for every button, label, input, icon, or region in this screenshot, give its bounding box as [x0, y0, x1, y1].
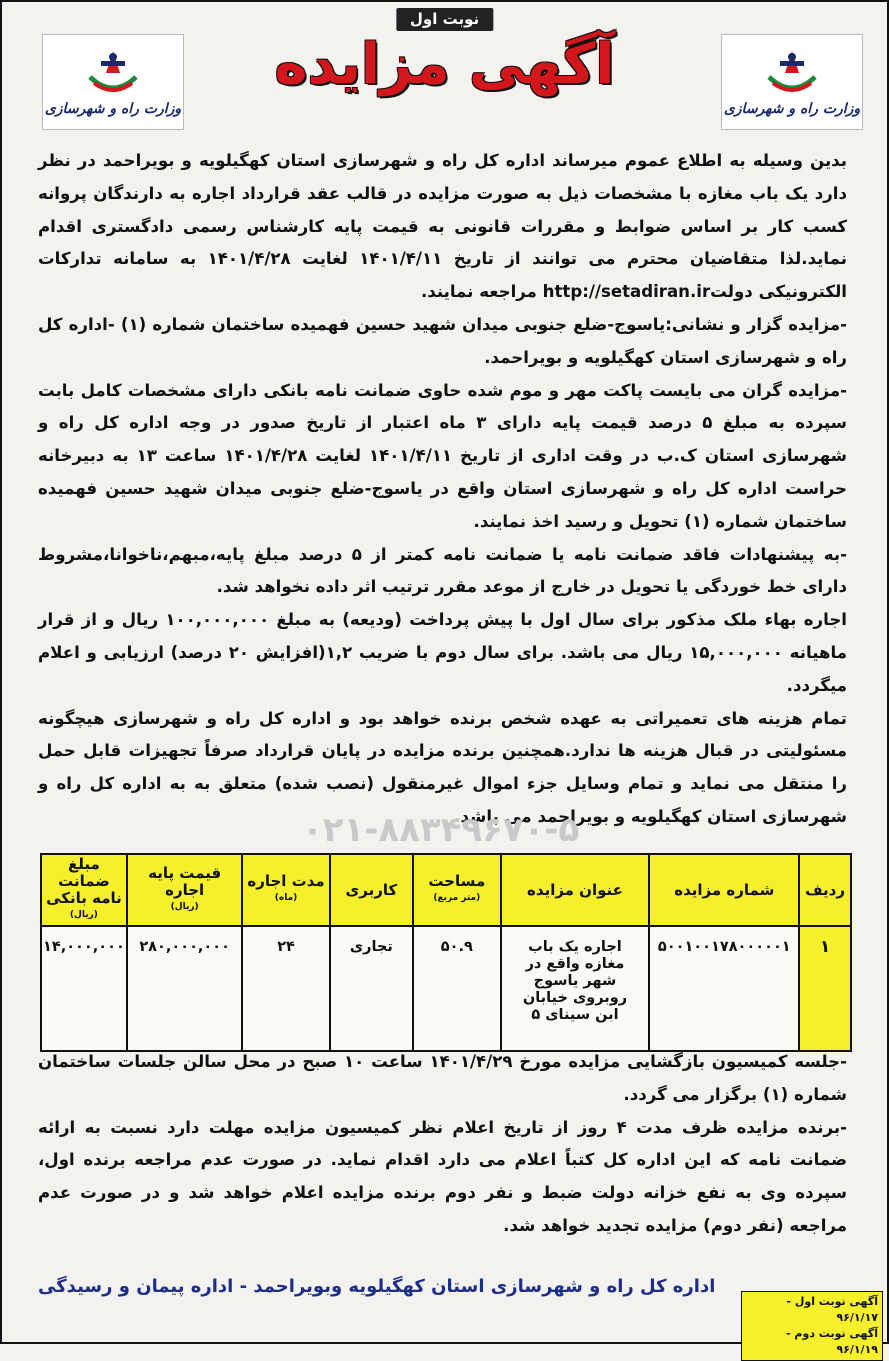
col-number: شماره مزایده	[649, 854, 799, 926]
cell-guarantee: ۱۴,۰۰۰,۰۰۰	[41, 926, 127, 1051]
rejection-paragraph: -به پیشنهادات فاقد ضمانت نامه یا ضمانت نامه کمتر از ۵ درصد مبلغ پایه،مبهم،ناخوانا،مشروط دارای خط خوردگی یا تحویل در خارج از موعد مقرر ترتیب اثر داده نخواهد شد.	[38, 544, 847, 597]
table-header-row	[41, 854, 851, 926]
watermark-phone: ۰۲۱-۸۸۳۴۹۶۷۰-۵	[302, 810, 580, 850]
col-base-price	[127, 854, 243, 926]
ministry-logo-right	[721, 34, 863, 130]
opening-session-paragraph: -جلسه کمیسیون بازگشایی مزایده مورخ ۱۴۰۱/۴/۲۹ ساعت ۱۰ صبح در محل سالن جلسات ساختمان شماره (۱) برگزار می گردد.	[38, 1052, 847, 1104]
cell-duration: ۲۴	[242, 926, 329, 1051]
auctioneer-address: -مزایده گزار و نشانی:یاسوج-ضلع جنوبی میدان شهید حسین فهمیده ساختمان شماره (۱) -اداره کل راه و شهرسازی استان کهگیلویه و بویراحمد.	[38, 314, 848, 367]
table-row	[41, 926, 851, 1051]
date-first: آگهی نوبت اول - ۹۶/۱/۱۷	[786, 1295, 878, 1324]
footer-signature: اداره کل راه و شهرسازی استان کهگیلویه وبویراحمد - اداره پیمان و رسیدگی	[38, 1276, 716, 1297]
col-base-price-unit: (ریال)	[170, 901, 199, 912]
cell-title: اجاره یک باب مغازه واقع در شهر یاسوج روبروی خیابان ابن سینای ۵	[501, 926, 650, 1051]
rent-paragraph: اجاره بهاء ملک مذکور برای سال اول با پیش پرداخت (ودیعه) به مبلغ ۱۰۰,۰۰۰,۰۰۰ ریال و از قرار ماهیانه ۱۵,۰۰۰,۰۰۰ ریال می باشد. برای سال دوم با ضریب ۱,۲(افزایش ۲۰ درصد) ارزیابی و اعلام میگردد.	[38, 610, 847, 695]
col-base-price-label: قیمت پایه اجاره	[148, 863, 222, 899]
logo-caption: وزارت راه و شهرسازی	[44, 101, 182, 117]
repairs-paragraph: تمام هزینه های تعمیراتی به عهده شخص برنده خواهد بود و اداره کل راه و شهرسازی هیچگونه مسئولیتی در قبال هزینه ها ندارد.همچنین برنده مزایده در پایان قرارداد صرفاً تجهیزات قابل حمل را منتقل می نماید و تمام وسایل جزء اموال غیرمنقول (نصب شده) متعلق به به اداره کل راه و شهرسازی استان کهگیلویه و بویراحمد می باشد.	[38, 708, 847, 826]
logo-caption: وزارت راه و شهرسازی	[723, 101, 861, 117]
col-area-unit: (متر مربع)	[433, 893, 481, 903]
col-title: عنوان مزایده	[501, 854, 650, 926]
cell-usage: تجاری	[330, 926, 413, 1051]
round-badge: نوبت اول	[396, 8, 493, 31]
col-area	[413, 854, 500, 926]
cell-base-price: ۲۸۰,۰۰۰,۰۰۰	[127, 926, 243, 1051]
cell-area: ۵۰.۹	[413, 926, 500, 1051]
col-usage: کاربری	[330, 854, 413, 926]
deposit-paragraph: -مزایده گران می بایست پاکت مهر و موم شده حاوی ضمانت نامه بانکی دارای مشخصات کامل بابت سپرده به مبلغ ۵ درصد قیمت پایه دارای ۳ ماه اعتبار از تاریخ صدور در وجه اداره کل راه و شهرسازی استان ک.ب در وقت اداری از تاریخ ۱۴۰۱/۴/۱۱ لغایت ۱۴۰۱/۴/۲۸ ساعت ۱۳ به دبیرخانه حراست اداره کل راه و شهرسازی استان واقع در یاسوج-ضلع جنوبی میدان شهید حسین فهمیده ساختمان شماره (۱) تحویل و رسید اخذ نمایند.	[38, 380, 847, 531]
col-row: ردیف	[799, 854, 851, 926]
auction-table	[40, 853, 852, 1052]
col-duration	[242, 854, 329, 926]
date-second: آگهی نوبت دوم - ۹۶/۱/۱۹	[786, 1327, 878, 1356]
col-area-label: مساحت	[428, 872, 486, 890]
page-title: آگهی مزایده	[274, 32, 615, 97]
winner-paragraph: -برنده مزایده ظرف مدت ۴ روز از تاریخ اعلام نظر کمیسیون مزایده مهلت دارد نسبت به ارائه ضمانت نامه که این اداره کل کتباً اعلام می دارد اقدام نماید. در صورت عدم مراجعه برنده اول، سپرده وی به نفع خزانه دولت ضبط و نفر دوم برنده مزایده اعلام خواهد شد و در صورت عدم مراجعه (نفر دوم) مزایده تجدید خواهد شد.	[38, 1117, 847, 1235]
col-guarantee-unit: (ریال)	[69, 910, 98, 920]
ministry-emblem-icon	[763, 47, 821, 97]
col-guarantee	[41, 854, 127, 926]
notice-body-after-table	[38, 1046, 847, 1243]
notice-body	[38, 145, 847, 834]
ministry-emblem-icon	[84, 47, 142, 97]
col-guarantee-label: مبلغ ضمانت نامه بانکی	[46, 855, 122, 907]
col-duration-unit: (ماه)	[274, 893, 298, 903]
cell-number: ۵۰۰۱۰۰۱۷۸۰۰۰۰۰۱	[649, 926, 799, 1051]
col-duration-label: مدت اجاره	[247, 872, 325, 890]
intro-paragraph: بدین وسیله به اطلاع عموم میرساند اداره کل راه و شهرسازی استان کهگیلویه و بویراحمد در نظر دارد یک باب مغازه با مشخصات ذیل به صورت مزایده در قالب عقد قرارداد اجاره به دارندگان پروانه کسب کار بر اساس ضوابط و مقررات قانونی به قیمت پایه کارشناس رسمی دادگستری اقدام نماید.لذا متقاضیان محترم می توانند از تاریخ ۱۴۰۱/۴/۱۱ لغایت ۱۴۰۱/۴/۲۸ به سامانه تدارکات الکترونیکی دولتhttp://setadiran.ir مراجعه نمایند.	[38, 151, 847, 302]
publication-dates	[741, 1291, 883, 1361]
ministry-logo-left	[42, 34, 184, 130]
cell-row: ۱	[799, 926, 851, 1051]
